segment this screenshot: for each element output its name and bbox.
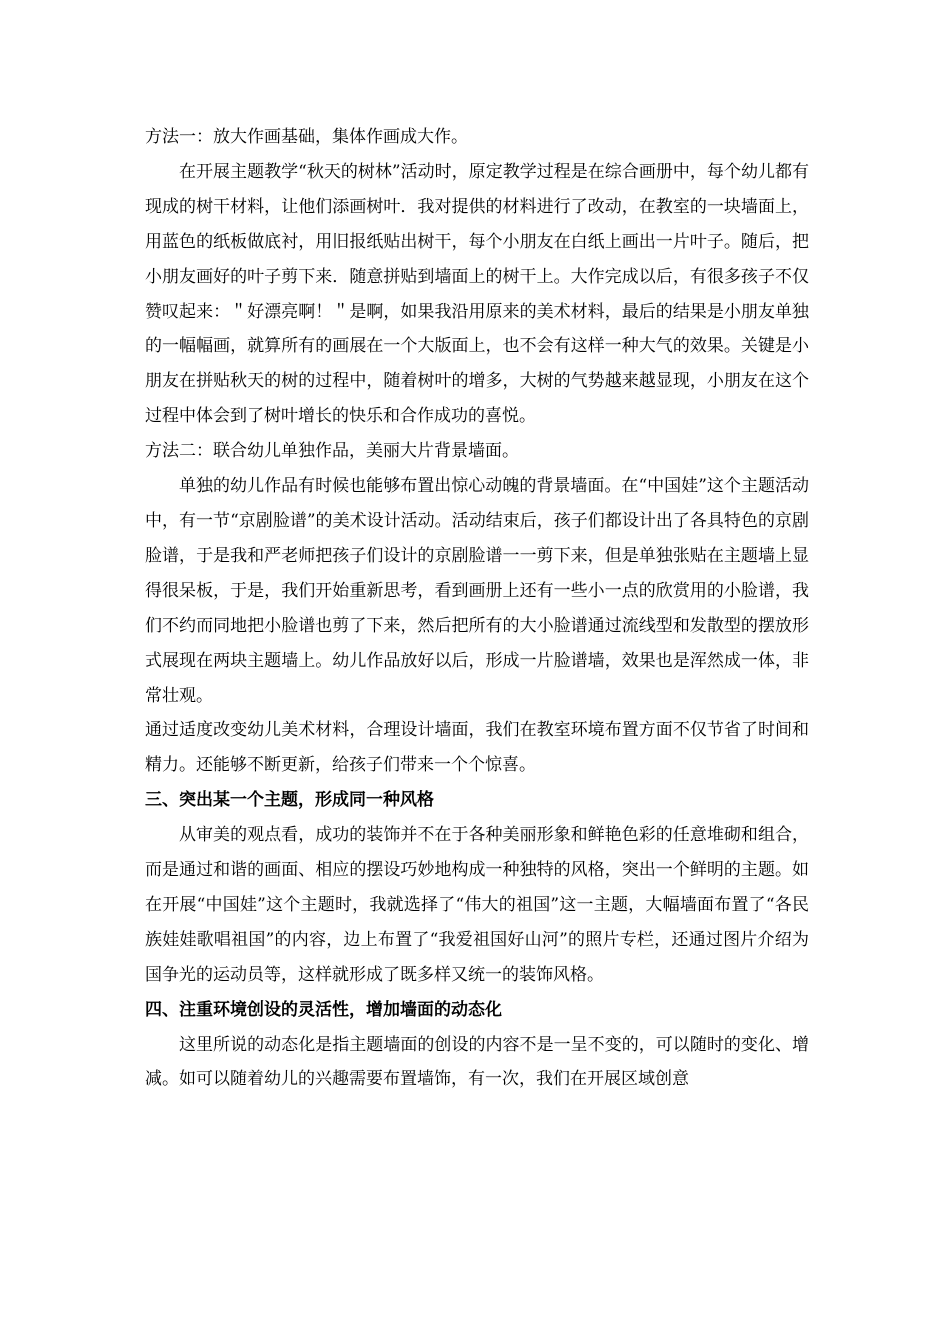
section-heading-three: 三、突出某一个主题，形成同一种风格 — [145, 790, 434, 811]
document-page — [145, 120, 809, 1097]
paragraph-summary: 通过适度改变幼儿美术材料，合理设计墙面，我们在教室环境布置方面不仅节省了时间和精力。还能够不断更新，给孩子们带来一个个惊喜。 — [145, 720, 809, 776]
paragraph-opera-masks: 单独的幼儿作品有时候也能够布置出惊心动魄的背景墙面。在“中国娃”这个主题活动中，有一节“京剧脸谱”的美术设计活动。活动结束后，孩子们都设计出了各具特色的京剧脸谱，于是我和严老师把孩子们设计的京剧脸谱一一剪下来，但是单独张贴在主题墙上显得很呆板，于是，我们开始重新思考，看到画册上还有一些小一点的欣赏用的小脸谱，我们不约而同地把小脸谱也剪了下来，然后把所有的大小脸谱通过流线型和发散型的摆放形式展现在两块主题墙上。幼儿作品放好以后，形成一片脸谱墙，效果也是浑然成一体，非常壮观。 — [145, 476, 809, 706]
method-one-label: 方法一：放大作画基础，集体作画成大作。 — [145, 127, 468, 147]
paragraph-theme-style: 从审美的观点看，成功的装饰并不在于各种美丽形象和鲜艳色彩的任意堆砌和组合，而是通过和谐的画面、相应的摆设巧妙地构成一种独特的风格，突出一个鲜明的主题。如在开展“中国娃”这个主题时，我就选择了“伟大的祖国”这一主题，大幅墙面布置了“各民族娃娃歌唱祖国”的内容，边上布置了“我爱祖国好山河”的照片专栏，还通过图片介绍为国争光的运动员等，这样就形成了既多样又统一的装饰风格。 — [145, 825, 809, 985]
method-two-label: 方法二：联合幼儿单独作品，美丽大片背景墙面。 — [145, 441, 519, 462]
paragraph-autumn-forest: 在开展主题教学“秋天的树林”活动时，原定教学过程是在综合画册中，每个幼儿都有现成的树干材料，让他们添画树叶．我对提供的材料进行了改动，在教室的一块墙面上，用蓝色的纸板做底衬，用旧报纸贴出树干，每个小朋友在白纸上画出一片叶子。随后，把小朋友画好的叶子剪下来．随意拼贴到墙面上的树干上。大作完成以后，有很多孩子不仅赞叹起来：＂好漂亮啊！＂是啊，如果我沿用原来的美术材料，最后的结果是小朋友单独的一幅幅画，就算所有的画展在一个大版面上，也不会有这样一种大气的效果。关键是小朋友在拼贴秋天的树的过程中，随着树叶的增多，大树的气势越来越显现，小朋友在这个过程中体会到了树叶增长的快乐和合作成功的喜悦。 — [145, 161, 809, 427]
paragraph-dynamic-wall: 这里所说的动态化是指主题墙面的创设的内容不是一呈不变的，可以随时的变化、增减。如可以随着幼儿的兴趣需要布置墙饰，有一次，我们在开展区域创意 — [145, 1034, 809, 1090]
section-heading-four: 四、注重环境创设的灵活性，增加墙面的动态化 — [145, 999, 502, 1020]
